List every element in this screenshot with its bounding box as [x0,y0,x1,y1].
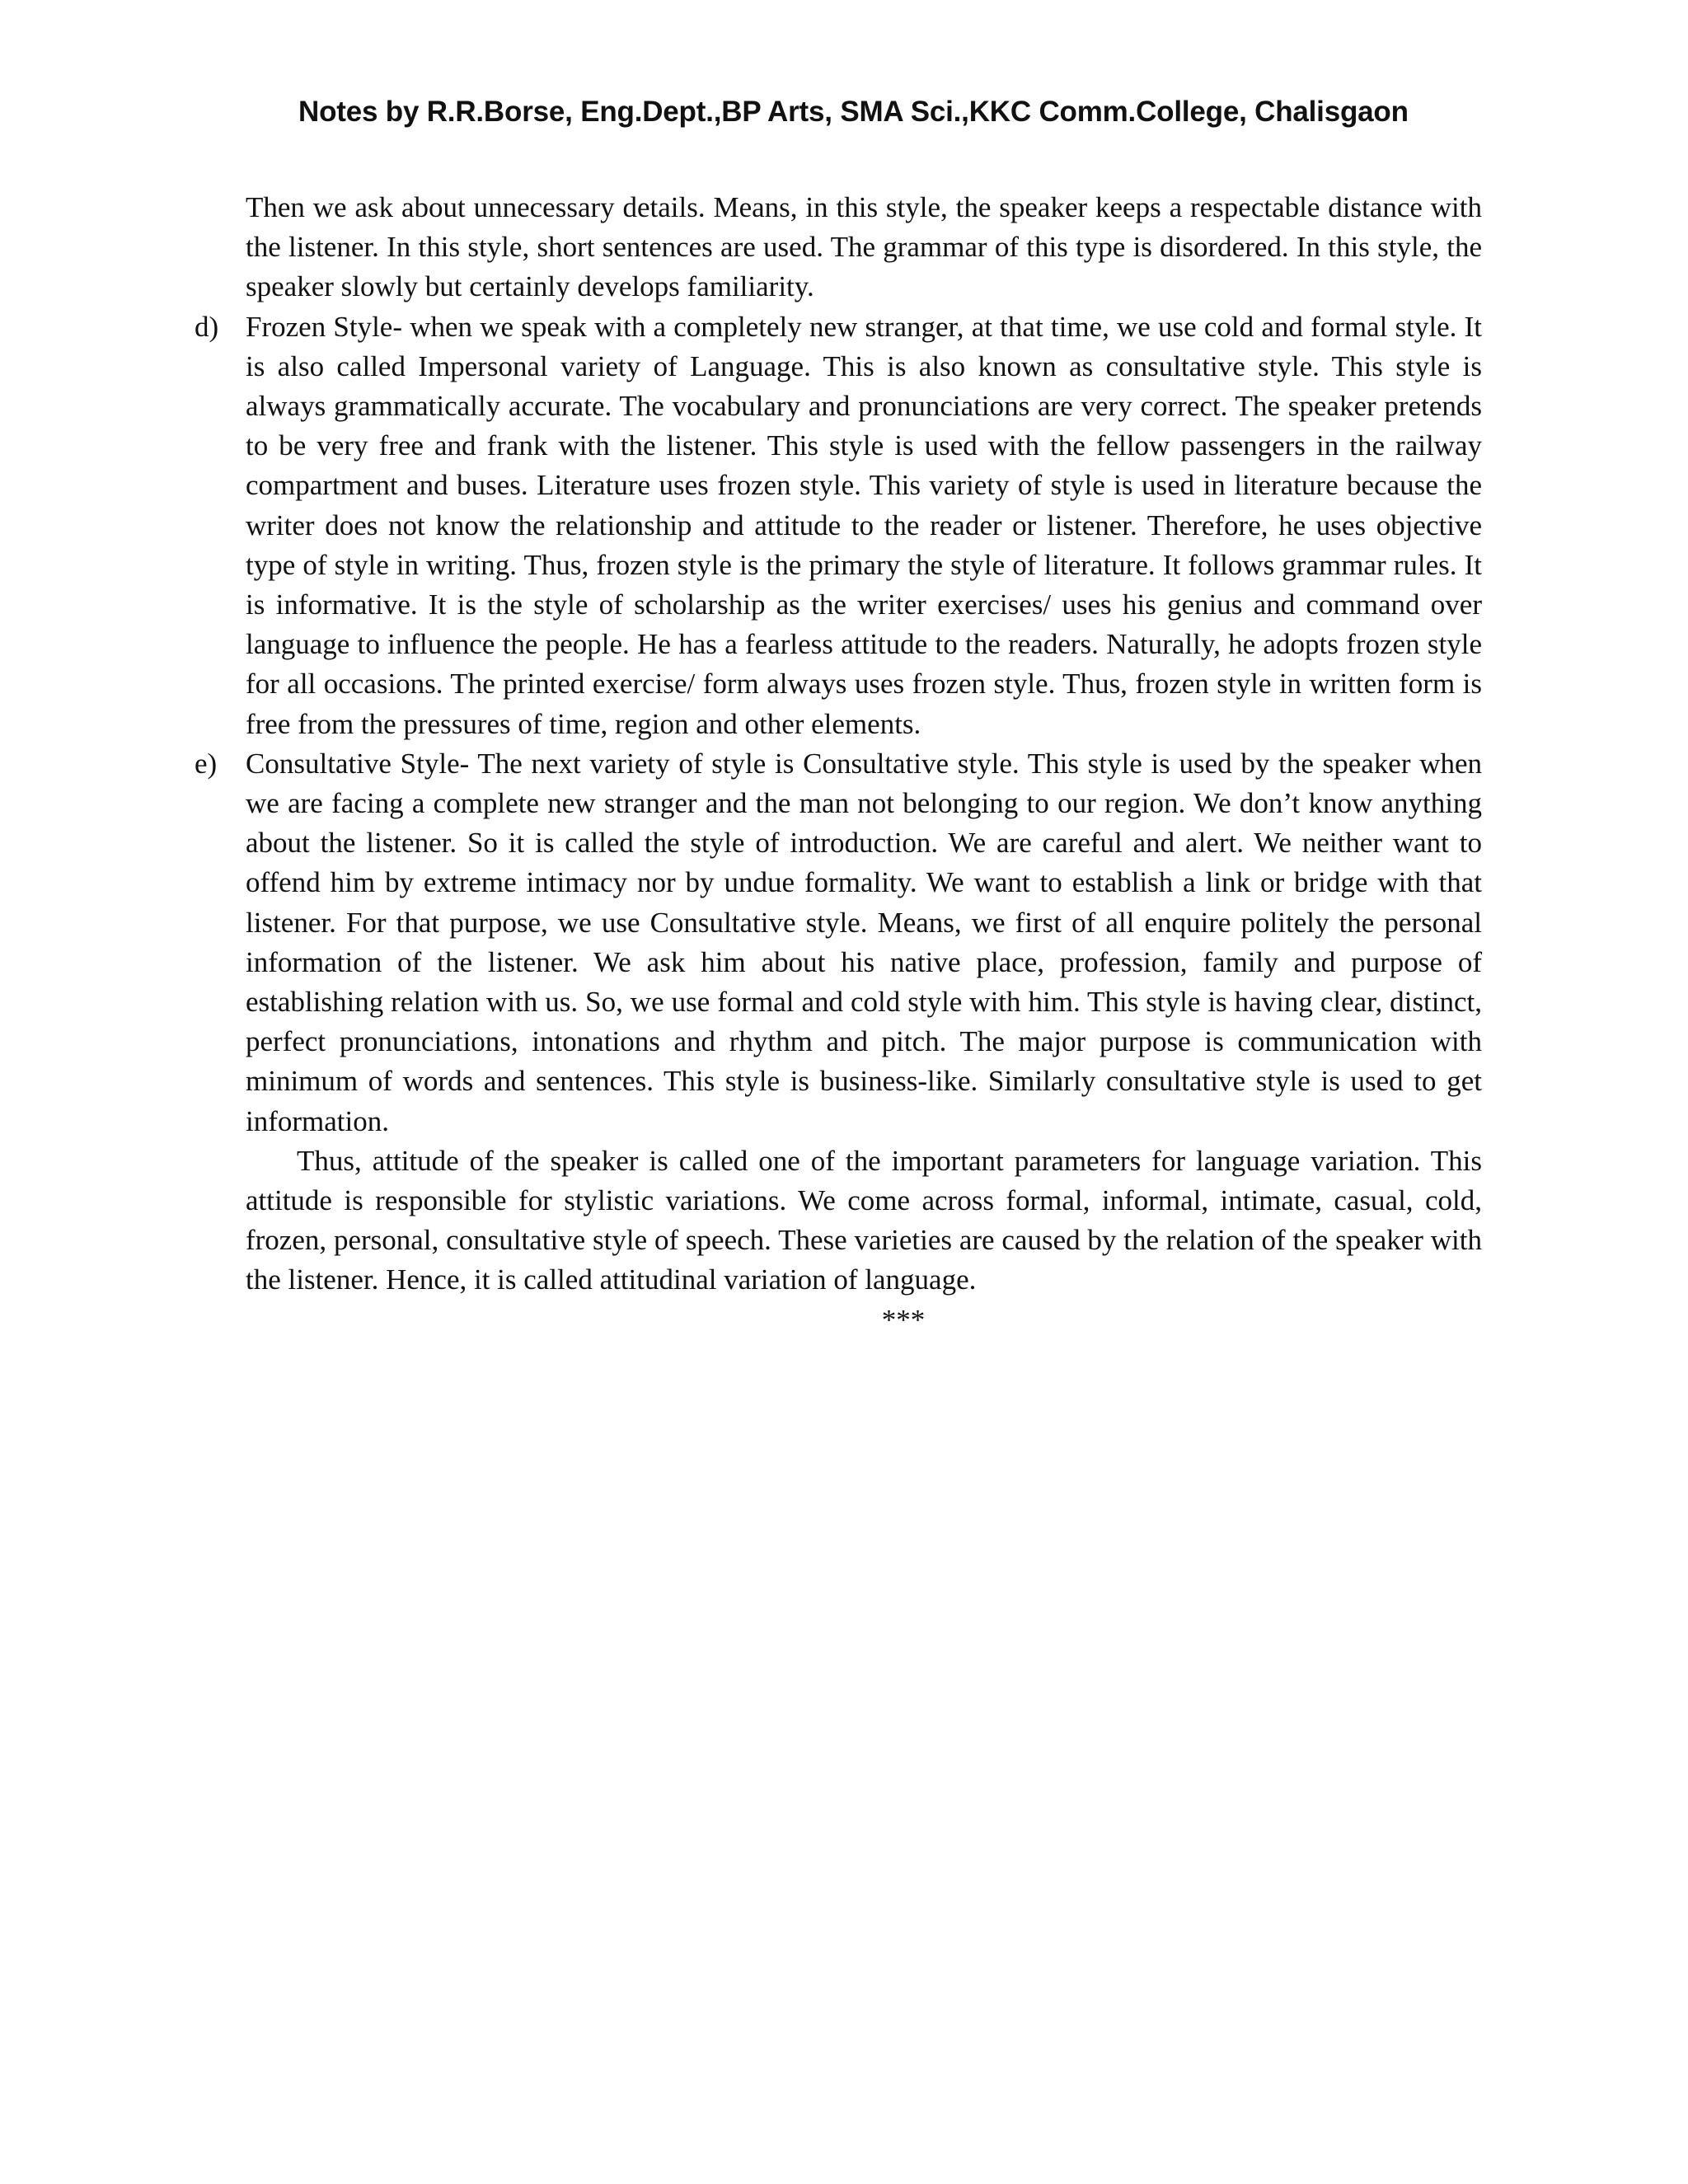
continuation-paragraph: Then we ask about unnecessary details. Means, in this style, the speaker keeps a respectable distance with the listener. In this style, short sentences are used. The grammar of this type is disordered. In this style, the speaker slowly but certainly develops familiarity. [246,191,1482,303]
list-item-consultative-style [195,744,1482,1141]
list-item-text: Consultative Style- The next variety of style is Consultative style. This style is used by the speaker when we are facing a complete new stranger and the man not belonging to our region. We don’t know anything about the listener. So it is called the style of introduction. We are careful and alert. We neither want to offend him by extreme intimacy nor by undue formality. We want to establish a link or bridge with that listener. For that purpose, we use Consultative style. Means, we first of all enquire politely the personal information of the listener. We ask him about his native place, profession, family and purpose of establishing relation with us. So, we use formal and cold style with him. This style is having clear, distinct, perfect pronunciations, intonations and rhythm and pitch. The major purpose is communication with minimum of words and sentences. This style is business-like. Similarly consultative style is used to get information. [246,747,1482,1137]
closing-paragraph: Thus, attitude of the speaker is called one of the important parameters for language variation. This attitude is responsible for stylistic variations. We come across formal, informal, intimate, casual, cold, frozen, personal, consultative style of speech. These varieties are caused by the relation of the speaker with the listener. Hence, it is called attitudinal variation of language. [246,1144,1482,1296]
list-marker: d) [195,310,219,343]
section-separator: *** [881,1303,926,1336]
page-header: Notes by R.R.Borse, Eng.Dept.,BP Arts, SMA Sci.,KKC Comm.College, Chalisgaon [298,96,1409,128]
list-item-frozen-style [195,307,1482,744]
document-body [195,188,1482,1340]
list-item-text: Frozen Style- when we speak with a completely new stranger, at that time, we use cold and formal style. It is also called Impersonal variety of Language. This is also known as consultative style. This style is always grammatically accurate. The vocabulary and pronunciations are very correct. The speaker pretends to be very free and frank with the listener. This style is used with the fellow passengers in the railway compartment and buses. Literature uses frozen style. This variety of style is used in literature because the writer does not know the relationship and attitude to the reader or listener. Therefore, he uses objective type of style in writing. Thus, frozen style is the primary the style of literature. It follows grammar rules. It is informative. It is the style of scholarship as the writer exercises/ uses his genius and command over language to influence the people. He has a fearless attitude to the readers. Naturally, he adopts frozen style for all occasions. The printed exercise/ form always uses frozen style. Thus, frozen style in written form is free from the pressures of time, region and other elements. [246,310,1482,740]
list-marker: e) [195,747,218,780]
